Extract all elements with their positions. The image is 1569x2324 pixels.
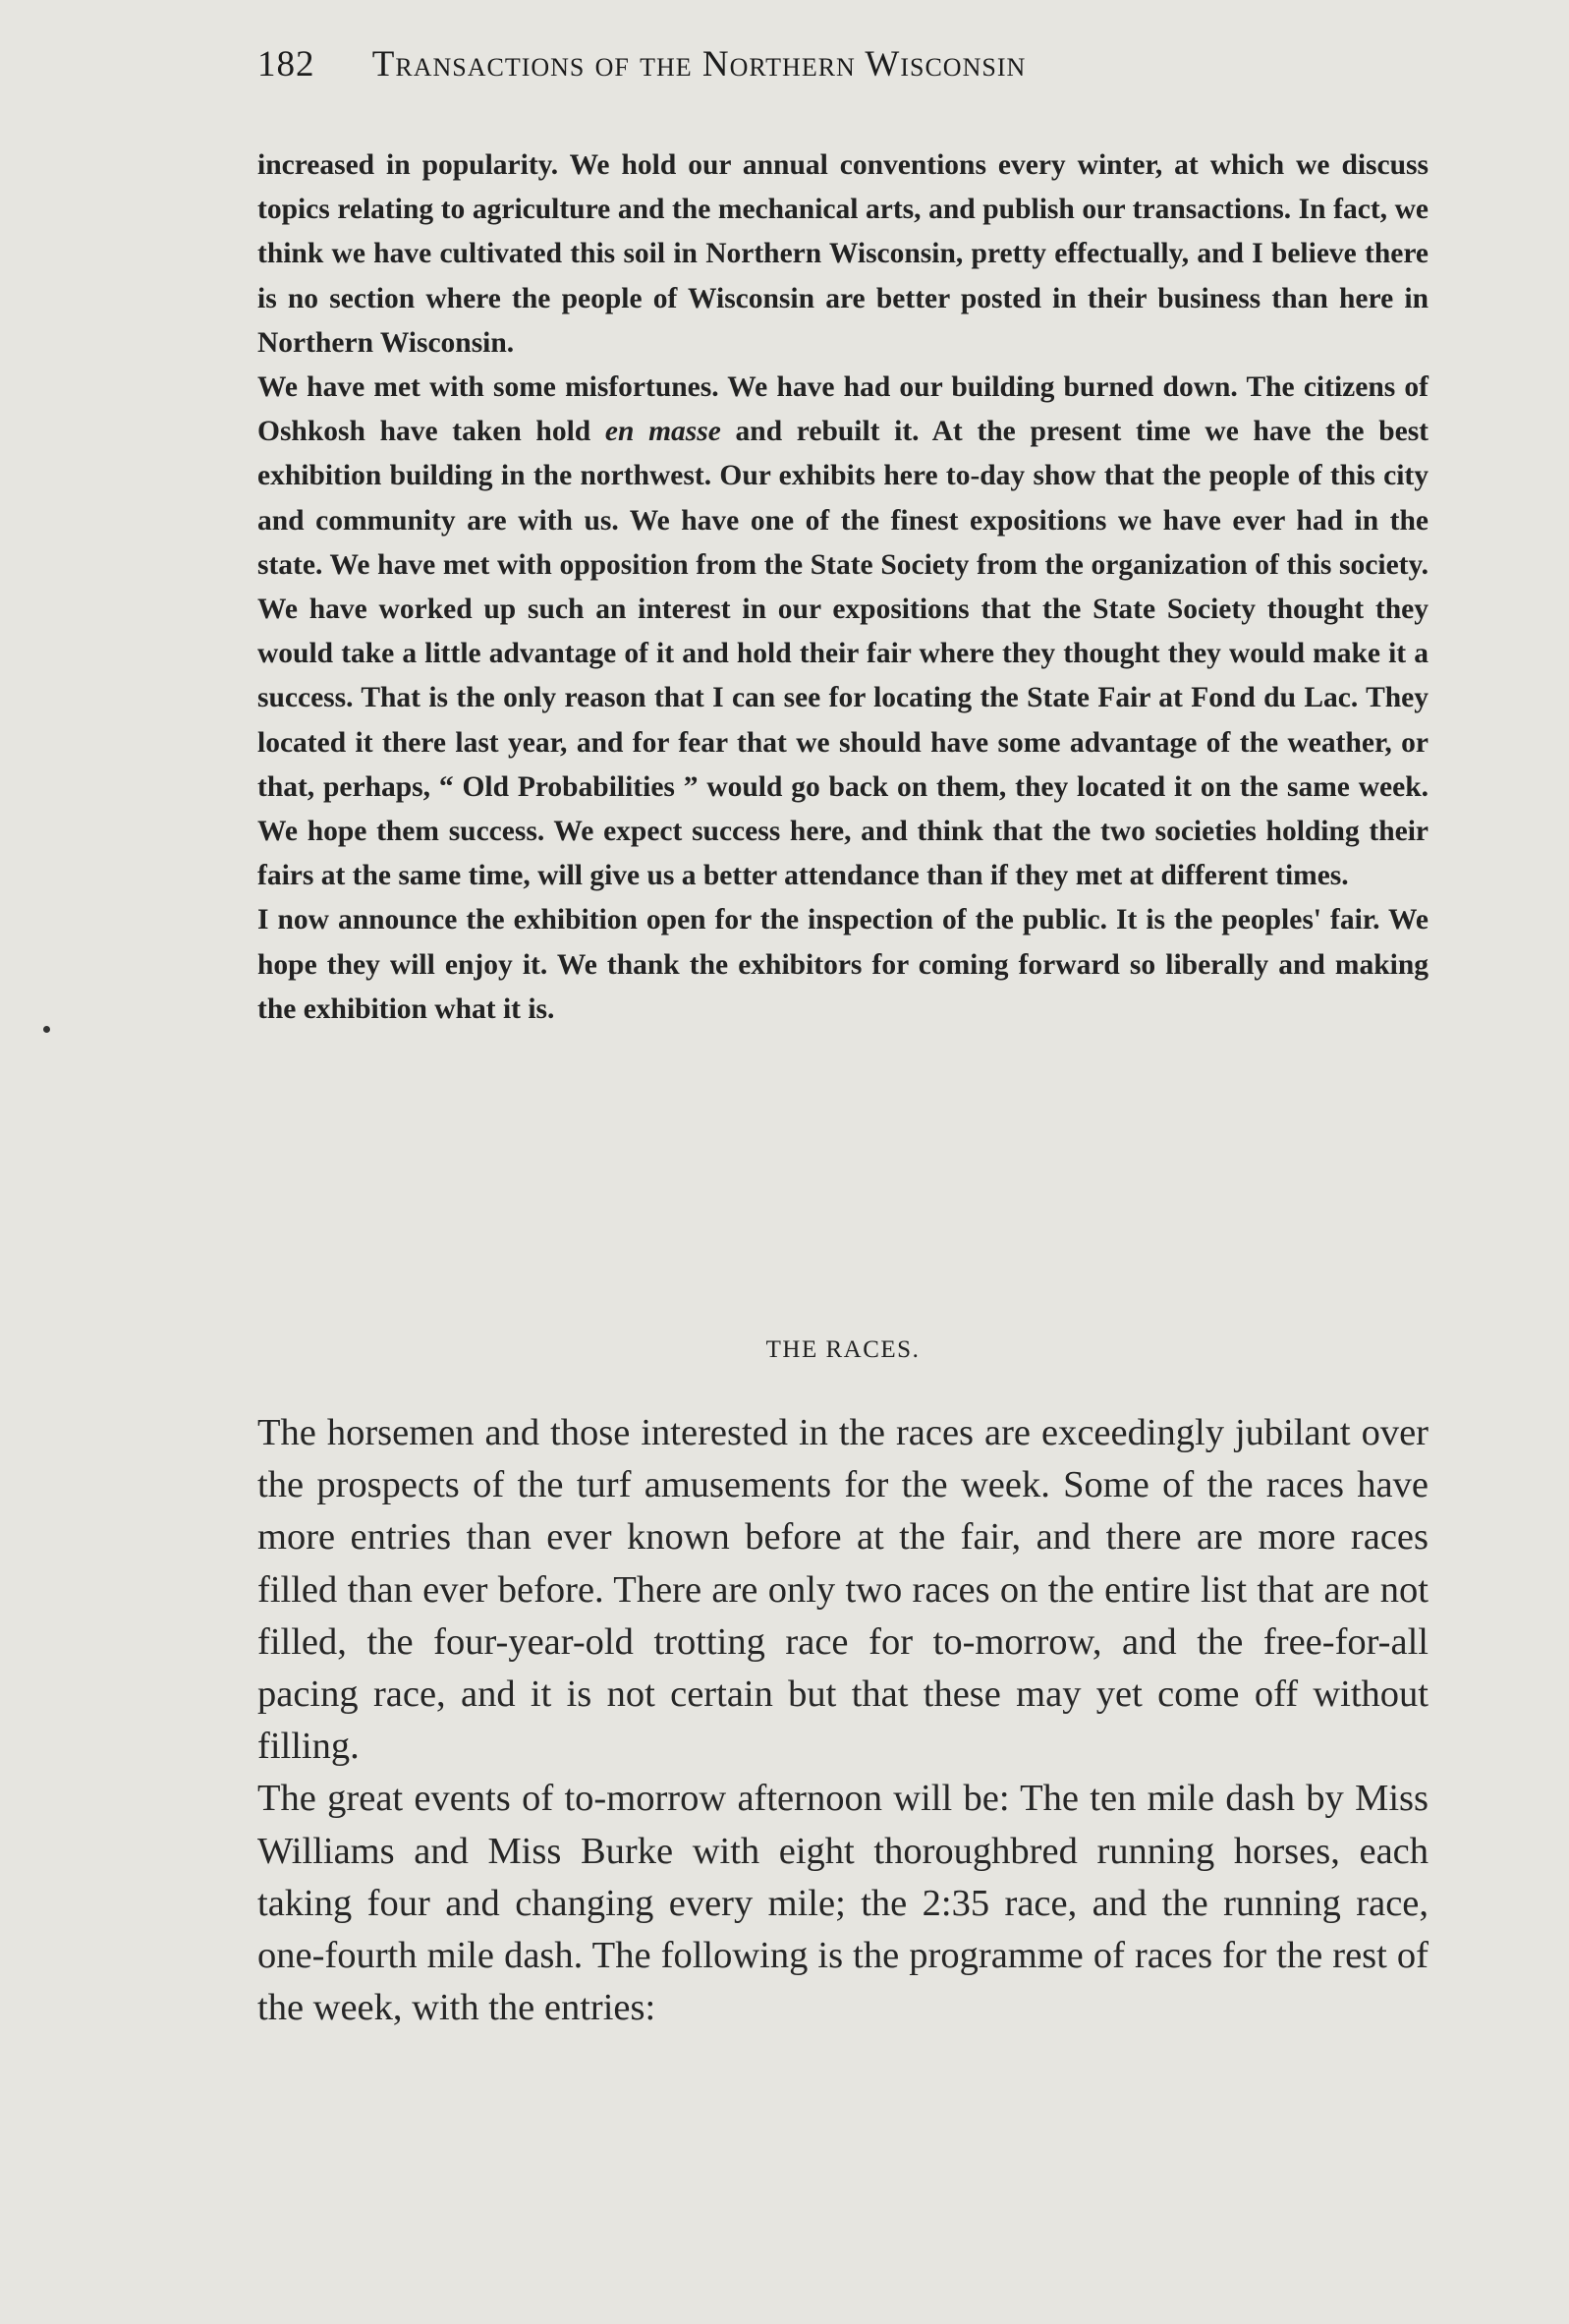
paragraph: The great events of to-morrow afternoon will be: The ten mile dash by Miss Williams and Miss Burke with eight thoroughbred running horses, each taking four and changing every mile; the 2:35 race, and the running race, one-fourth mile dash. The following is the programme of races for the rest of the week, with the entries: <box>257 1778 1429 2029</box>
paragraph <box>257 366 1429 898</box>
body-text <box>257 143 1429 1032</box>
italic-phrase: en masse <box>604 416 721 448</box>
page-number: 182 <box>257 44 315 85</box>
paragraph: I now announce the exhibition open for the inspection of the public. It is the peoples' fair. We hope they will enjoy it. We thank the exhibitors for coming forward so liberally and making the exhibition what it is. <box>257 904 1429 1025</box>
running-title: Transactions of the Northern Wisconsin <box>371 44 1027 85</box>
running-head <box>257 43 1436 102</box>
section-heading: THE RACES. <box>765 1336 921 1363</box>
races-text <box>257 1407 1429 2034</box>
paragraph: The horsemen and those interested in the races are exceedingly jubilant over the prospects of the turf amusements for the week. Some of the races have more entries than ever known before at the fair, and there are more races filled than ever before. There are only two races on the entire list that are not filled, the four-year-old trotting race for to-morrow, and the free-for-all pacing race, and it is not certain but that these may yet come off without filling. <box>257 1412 1429 1768</box>
paragraph-text: We have met with some misfortunes. We have had our building burned down. The citizens of Oshkosh have taken hold <box>257 371 1429 448</box>
paragraph-text: and rebuilt it. At the present time we have the best exhibition building in the northwest. Our exhibits here to-day show that the people of this city and community are with us. We have one of the finest expositions we have ever had in the state. We have met with opposition from the State Society from the organization of this society. We have worked up such an interest in our expositions that the State Society thought they would take a little advantage of it and hold their fair where they thought they would make it a success. That is the only reason that I can see for locating the State Fair at Fond du Lac. They located it there last year, and for fear that we should have some advantage of the weather, or that, perhaps, “ Old Probabilities ” would go back on them, they located it on the same week. We hope them success. We expect success here, and think that the two societies holding their fairs at the same time, will give us a better attendance than if they met at different times. <box>257 416 1429 892</box>
paragraph: increased in popularity. We hold our annual conventions every winter, at which we discuss topics relating to agriculture and the mechanical arts, and publish our transactions. In fact, we think we have cultivated this soil in Northern Wisconsin, pretty effectually, and I believe there is no section where the people of Wisconsin are better posted in their business than here in Northern Wisconsin. <box>257 149 1429 359</box>
margin-dot <box>43 1026 50 1033</box>
